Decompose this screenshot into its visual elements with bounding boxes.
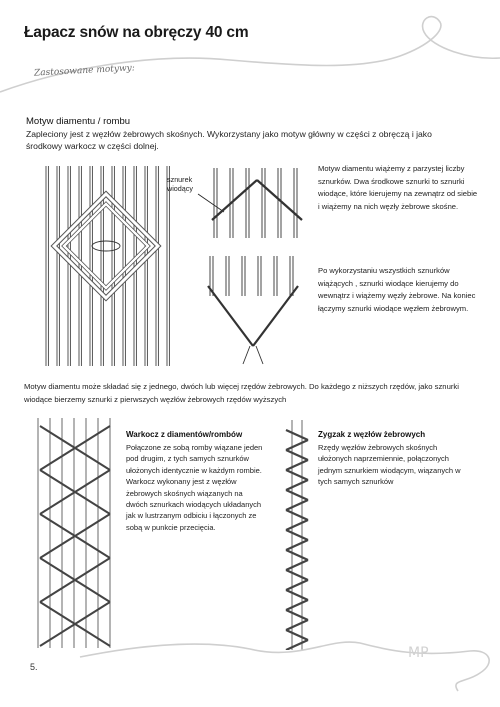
diamond-close-diagram (198, 256, 308, 366)
page-title: Łapacz snów na obręczy 40 cm (24, 24, 249, 41)
diamond-step1-text: Motyw diamentu wiążemy z parzystej liczby sznurków. Dwa środkowe sznurki to sznurki wiodące, które kierujemy na zewnątrz od siebie i wiążemy na nich węzły żebrowe skośne. (318, 164, 478, 211)
decorative-swirl-bottom (0, 617, 500, 707)
zigzag-text: Rzędy węzłów żebrowych skośnych ułożonych naprzemiennie, połączonych jednym sznurkiem wiodącym, wiązanych w tych samych sznurków (318, 443, 461, 487)
label-leading-cord: sznurek wiodący (167, 175, 193, 193)
section-heading-diamond: Motyw diamentu / rombu (26, 116, 131, 127)
zigzag-illustration (278, 420, 318, 650)
diamond-macrame-illustration (36, 166, 176, 366)
braid-heading: Warkocz z diamentów/rombów (126, 430, 243, 439)
decorative-swirl (0, 0, 500, 110)
diamond-step2-text: Po wykorzystaniu wszystkich sznurków wiążących , sznurki wiodące kierujemy do wewnątrz i wiążemy węzły żebrowe. Na koniec łączymy sznurki wiodące węzłem żebrowym. (318, 266, 476, 313)
zigzag-heading: Zygzak z węzłów żebrowych (318, 430, 426, 439)
rows-paragraph: Motyw diamentu może składać się z jednego, dwóch lub więcej rzędów żebrowych. Do każdego z niższych rzędów, jako sznurki wiodące bierzemy sznurki z pierwszych węzłów żebrowych rzędów wyższych (24, 382, 459, 404)
page-number: 5. (30, 662, 38, 672)
diamond-start-diagram (202, 168, 312, 248)
logo-mark: MP (408, 645, 429, 661)
intro-paragraph: Zapleciony jest z węzłów żebrowych skośnych. Wykorzystany jako motyw główny w części z obręczą i jako środkowy warkocz w części dolnej. (26, 129, 432, 152)
braid-illustration (30, 418, 120, 648)
braid-text: Połączone ze sobą romby wiązane jeden pod drugim, z tych samych sznurków ułożonych identycznie w każdym rombie. Warkocz wykonany jest z węzłów żebrowych skośnych wiązanych na dwóch sznurkach wiodących układanych jak w lustrzanym odbiciu i łączonych ze sobą w punkcie przecięcia. (126, 443, 263, 532)
section-subtitle: Zastosowane motywy: (33, 63, 136, 79)
